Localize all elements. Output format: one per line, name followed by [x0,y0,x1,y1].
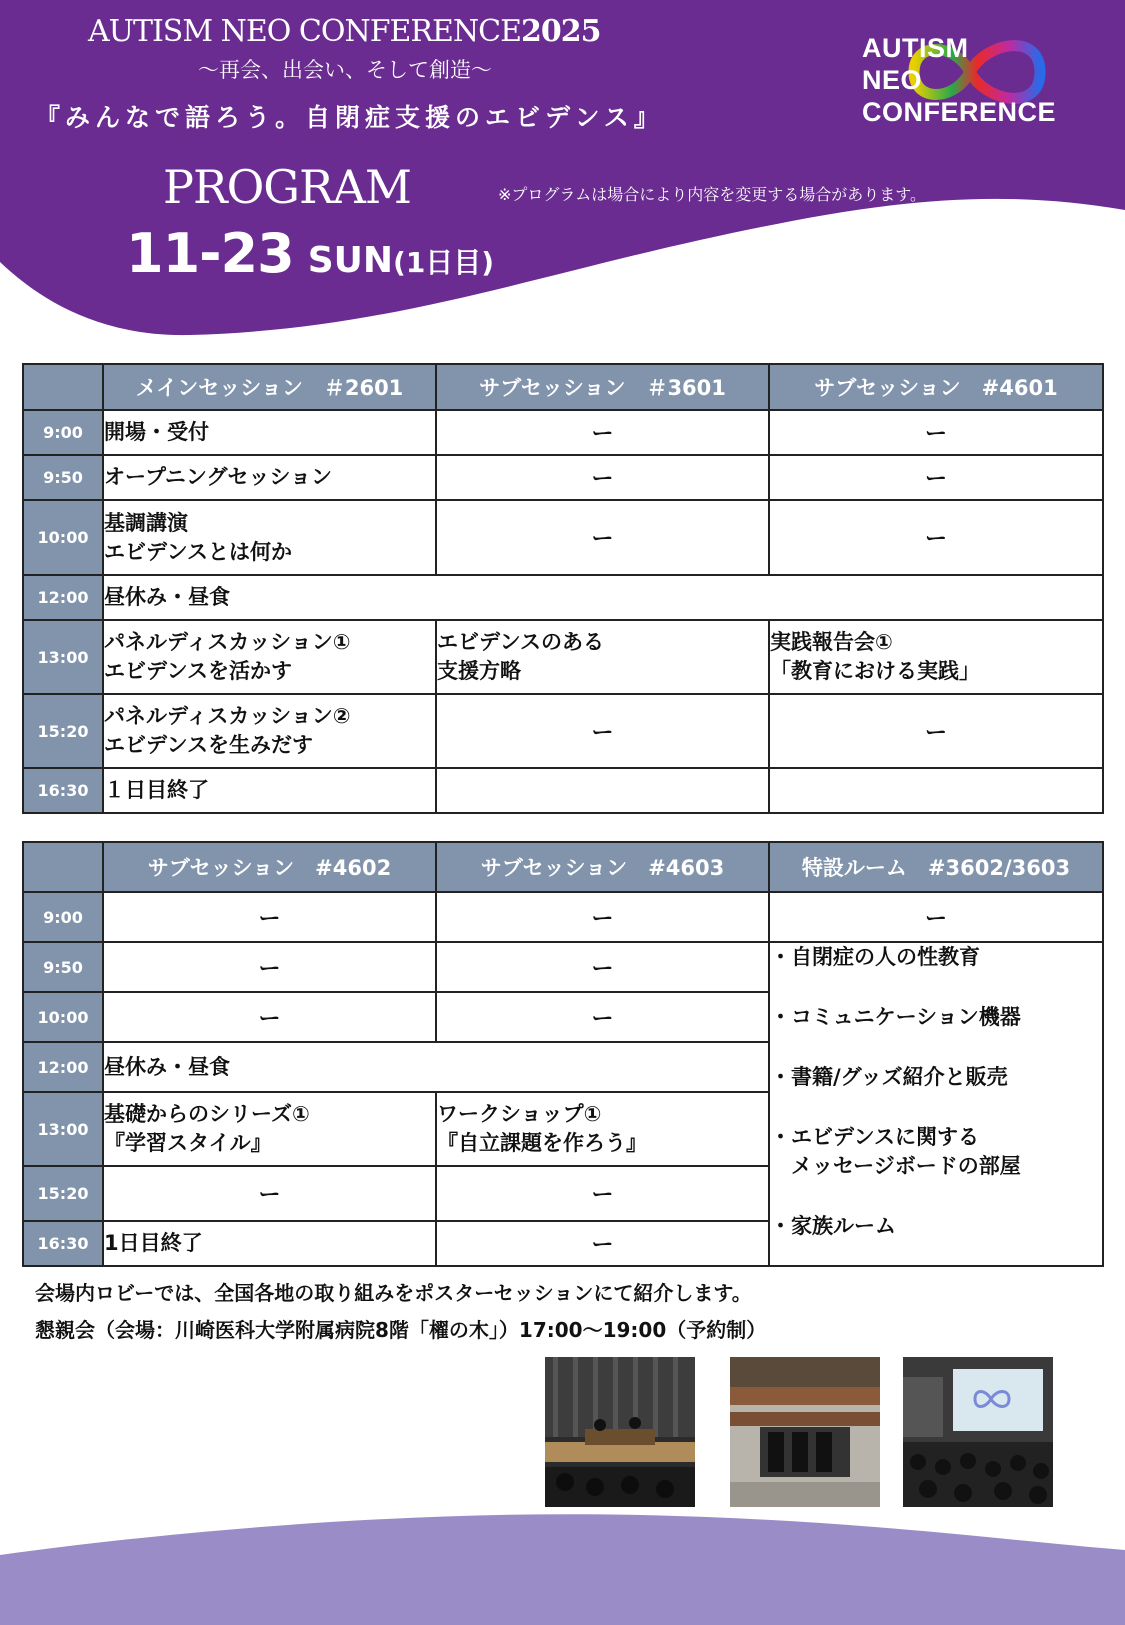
column-header: サブセッション ＃3601 [436,364,769,410]
session-cell: ー [103,1166,436,1221]
column-header: サブセッション #4603 [436,842,769,892]
session-cell: 基調講演 エビデンスとは何か [103,500,436,575]
room-item: ・自閉症の人の性教育 [770,945,980,969]
conference-title: AUTISM NEO CONFERENCE2025 [88,14,601,49]
time-cell: 9:00 [23,892,103,942]
header-corner [23,364,103,410]
time-cell: 12:00 [23,1042,103,1092]
logo-text: AUTISM NEO CONFERENCE [862,33,1057,127]
session-cell: ー [103,942,436,992]
room-item: ・書籍/グッズ紹介と販売 [770,1065,1008,1089]
column-header: 特設ルーム #3602/3603 [769,842,1103,892]
event-photo-room [730,1357,880,1507]
session-cell: ー [769,455,1103,500]
social-party-note: 懇親会（会場：川崎医科大学附属病院8階「櫂の木」）17:00〜19:00（予約制） [35,1318,767,1342]
time-cell: 15:20 [23,1166,103,1221]
conference-logo [862,14,1094,134]
session-cell: ー [769,694,1103,768]
lunch-break-cell: 昼休み・昼食 [103,575,1103,620]
session-cell [769,768,1103,813]
session-cell: ー [769,892,1103,942]
special-room-list [769,942,1103,1266]
schedule-table-sub [22,841,1104,1267]
session-cell: ー [436,694,769,768]
session-cell: ー [436,992,769,1042]
lunch-break-cell: 昼休み・昼食 [103,1042,769,1092]
schedule-table-main [22,363,1104,814]
column-header: メインセッション ＃2601 [103,364,436,410]
conference-theme: 『みんなで語ろう。自閉症支援のエビデンス』 [35,103,664,132]
time-cell: 9:50 [23,455,103,500]
time-cell: 16:30 [23,768,103,813]
program-heading: PROGRAM [163,160,411,214]
time-cell: 9:00 [23,410,103,455]
column-header: サブセッション #4602 [103,842,436,892]
poster-session-note: 会場内ロビーでは、全国各地の取り組みをポスターセッションにて紹介します。 [35,1281,752,1305]
session-cell: ー [103,892,436,942]
session-cell: 実践報告会① 「教育における実践」 [769,620,1103,694]
time-cell: 9:50 [23,942,103,992]
time-cell: 10:00 [23,500,103,575]
session-cell [436,768,769,813]
session-cell: ー [436,410,769,455]
time-cell: 12:00 [23,575,103,620]
time-cell: 15:20 [23,694,103,768]
session-cell: オープニングセッション [103,455,436,500]
program-notice: ※プログラムは場合により内容を変更する場合があります。 [498,185,926,204]
session-cell: ー [436,455,769,500]
time-cell: 16:30 [23,1221,103,1266]
conference-subtitle: 〜再会、出会い、そして創造〜 [198,58,492,82]
room-item: ・家族ルーム [770,1214,896,1238]
session-cell: 開場・受付 [103,410,436,455]
room-item: ・コミュニケーション機器 [770,1005,1021,1029]
session-cell: ー [436,1221,769,1266]
column-header: サブセッション #4601 [769,364,1103,410]
session-cell: エビデンスのある 支援方略 [436,620,769,694]
session-cell: ー [436,500,769,575]
session-cell: ー [769,500,1103,575]
room-item: ・エビデンスに関する [770,1125,979,1149]
session-cell: 1日目終了 [103,1221,436,1266]
time-cell: 13:00 [23,620,103,694]
session-cell: ー [103,992,436,1042]
event-date: 11-23 SUN(1日目) [126,222,495,285]
session-cell: パネルディスカッション① エビデンスを活かす [103,620,436,694]
session-cell: パネルディスカッション② エビデンスを生みだす [103,694,436,768]
session-cell: ワークショップ① 『自立課題を作ろう』 [436,1092,769,1166]
session-cell: 基礎からのシリーズ① 『学習スタイル』 [103,1092,436,1166]
footer-background [0,1510,1125,1625]
room-item: メッセージボードの部屋 [770,1154,1021,1178]
event-photo-screen [903,1357,1053,1507]
time-cell: 13:00 [23,1092,103,1166]
event-photo-stage [545,1357,695,1507]
header-corner [23,842,103,892]
session-cell: ー [436,892,769,942]
session-cell: １日目終了 [103,768,436,813]
session-cell: ー [769,410,1103,455]
time-cell: 10:00 [23,992,103,1042]
session-cell: ー [436,942,769,992]
session-cell: ー [436,1166,769,1221]
